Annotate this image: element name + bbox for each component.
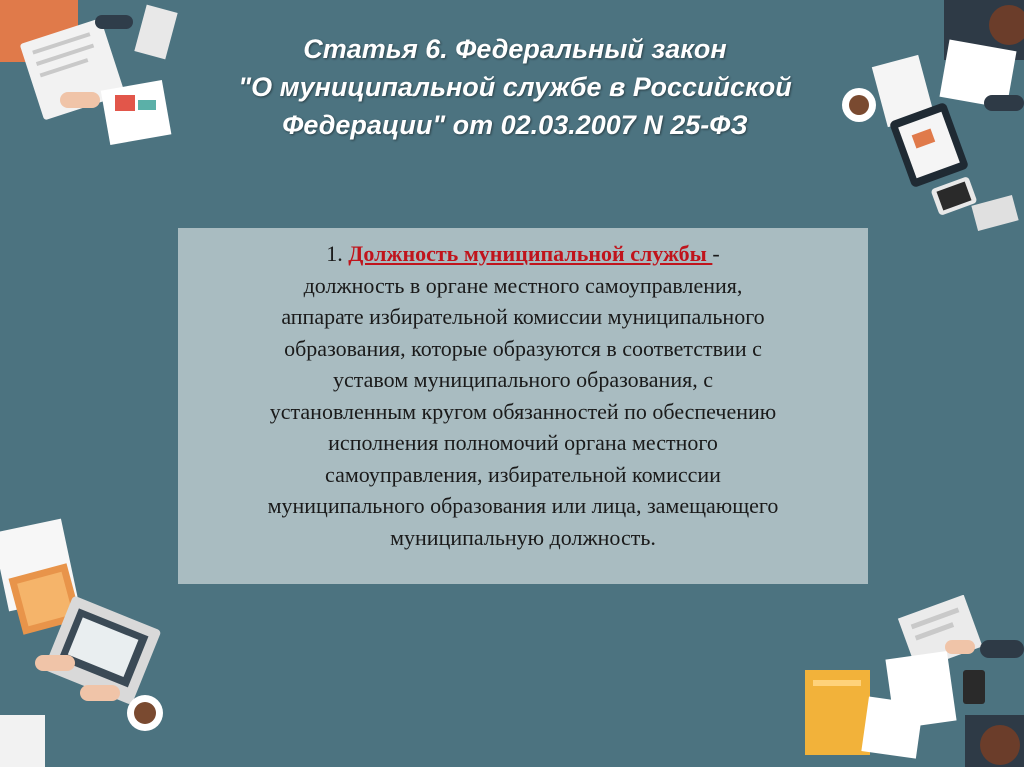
bottom-right-desk-illustration: [795, 595, 1024, 767]
definition-line-1: должность в органе местного самоуправления,: [303, 272, 743, 298]
bottom-left-desk-illustration: [0, 515, 175, 767]
definition-number: 1.: [326, 241, 343, 266]
definition-line-7: самоуправления, избирательной комиссии: [325, 461, 721, 487]
top-right-desk-illustration: [824, 0, 1024, 235]
definition-line-8: муниципального образования или лица, замещающего: [267, 493, 779, 518]
top-left-desk-illustration: [0, 0, 200, 160]
definition-dash: -: [712, 241, 720, 266]
definition-line-3: образования, которые образуются в соответствии с: [284, 335, 762, 361]
definition-line-2: аппарате избирательной комиссии муниципального: [281, 304, 765, 329]
definition-line-5: установленным кругом обязанностей по обеспечению: [269, 398, 777, 424]
definition-line-9: муниципальную должность.: [390, 524, 656, 550]
slide-title-line-3: Федерации" от 02.03.2007 N 25-ФЗ: [282, 110, 748, 140]
definition-line-4: уставом муниципального образования, с: [333, 367, 713, 392]
slide-title: [200, 30, 830, 144]
definition-card: [178, 228, 868, 584]
definition-first-line: [192, 238, 854, 270]
slide-title-line-1: Статья 6. Федеральный закон: [303, 34, 727, 64]
definition-line-6: исполнения полномочий органа местного: [328, 430, 718, 455]
definition-term: Должность муниципальной службы: [348, 241, 713, 266]
slide-title-line-2: "О муниципальной службе в Российской: [238, 72, 792, 102]
